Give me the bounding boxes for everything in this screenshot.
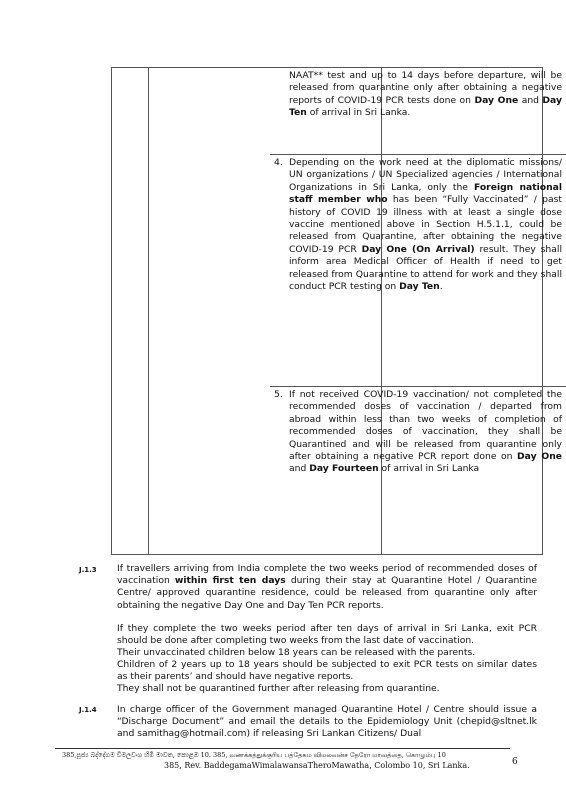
table-column-1 (112, 68, 149, 554)
section-paragraph (117, 683, 537, 695)
text-run: Their unvaccinated children below 18 years can be released with the parents. (117, 647, 476, 658)
row-text (289, 389, 562, 476)
bold-text: Foreign national staff member who (289, 181, 562, 206)
section-paragraph (117, 659, 537, 683)
text-run: has been “Fully Vaccinated” / past history of COVID 19 illness with at least a single dose vaccine mentioned above in Section H.5.1.1, could be released from Quarantine, after obtaining the negative COVID-19 PCR (289, 194, 562, 255)
row-text (289, 70, 562, 120)
text-run: of arrival in Sri Lanka. (306, 107, 411, 119)
bold-text: Day One (474, 94, 519, 106)
bold-text: Day One (517, 451, 562, 463)
footer-rule (55, 748, 510, 749)
table-row (270, 155, 566, 386)
text-run: of arrival in Sri Lanka (378, 463, 480, 475)
text-run: NAAT** test and up to 14 days before departure, will be released from quarantine only after obtaining a negative reports of COVID-19 PCR tests done on (289, 70, 562, 106)
text-run: . (439, 281, 443, 293)
page-number: 6 (512, 757, 518, 767)
text-run: If not received COVID-19 vaccination/ not completed the recommended doses of vaccination / departed from abroad within less than two weeks of completion of recommended doses of vaccination, they shall be Quarantined and will be released from quarantine only after obtaining a negative PCR report done on (289, 389, 562, 463)
text-run: If they complete the two weeks period after ten days of arrival in Sri Lanka, exit PCR should be done after completing two weeks from the last date of vaccination. (117, 623, 537, 647)
text-run: Children of 2 years up to 18 years should be subjected to exit PCR tests on similar dates as their parents’ and should have negative reports. (117, 659, 537, 683)
footer-address-local: 385,පූජ්‍ය බද්දේගම විමලවංශ හිමි මාවත, කොළඹ 10. 385, வணக்கத்துக்குரிய பத்தேகம விமலவன்ச தேரோ மாவத்தை, கொழும்பு 10 (62, 751, 446, 759)
section-paragraph (117, 704, 537, 741)
section-paragraph (117, 647, 537, 659)
bold-text: Day Ten (399, 281, 440, 293)
bold-text: within first ten days (174, 575, 286, 587)
text-run: In charge officer of the Government managed Quarantine Hotel / Centre should issue a “Discharge Document” and email the details to the Epidemiology Unit (chepid@sltnet.lk and samithag@hotmail.com) if releasing Sri Lankan Citizens/ Dual (117, 704, 537, 740)
text-run: If travellers arriving from India complete the two weeks period of recommended doses of vaccination (117, 563, 537, 587)
footer-address-english: 385, Rev. BaddegamaWimalawansaTheroMawatha, Colombo 10, Sri Lanka. (164, 761, 470, 770)
table-row (270, 68, 566, 154)
row-number: 5. (274, 389, 283, 400)
bold-text: Day One (On Arrival) (361, 243, 475, 255)
section-paragraph (117, 623, 537, 647)
text-run: and (518, 94, 543, 106)
text-run: result. They shall inform area Medical Officer of Health if need to get released from Quarantine to attend for work and they shall conduct PCR testing on (289, 243, 562, 293)
section-number: J.1.3 (79, 566, 97, 574)
table-row (270, 387, 566, 555)
text-run: They shall not be quarantined further after releasing from quarantine. (117, 683, 440, 694)
section-paragraph (117, 563, 537, 612)
row-text (289, 157, 562, 293)
section-number: J.1.4 (79, 706, 97, 714)
text-run: during their stay at Quarantine Hotel / Quarantine Centre/ approved quarantine residence, could be released from quarantine only after obtaining the negative Day One and Day Ten PCR reports. (117, 575, 537, 611)
row-number: 4. (274, 157, 283, 168)
text-run: and (289, 463, 310, 475)
bold-text: Day Fourteen (309, 463, 379, 475)
text-run: Depending on the work need at the diplomatic missions/ UN organizations / UN Specialized agencies / International Organizations in Sri Lanka, only the (289, 157, 562, 193)
bold-text: Day Ten (289, 94, 562, 119)
